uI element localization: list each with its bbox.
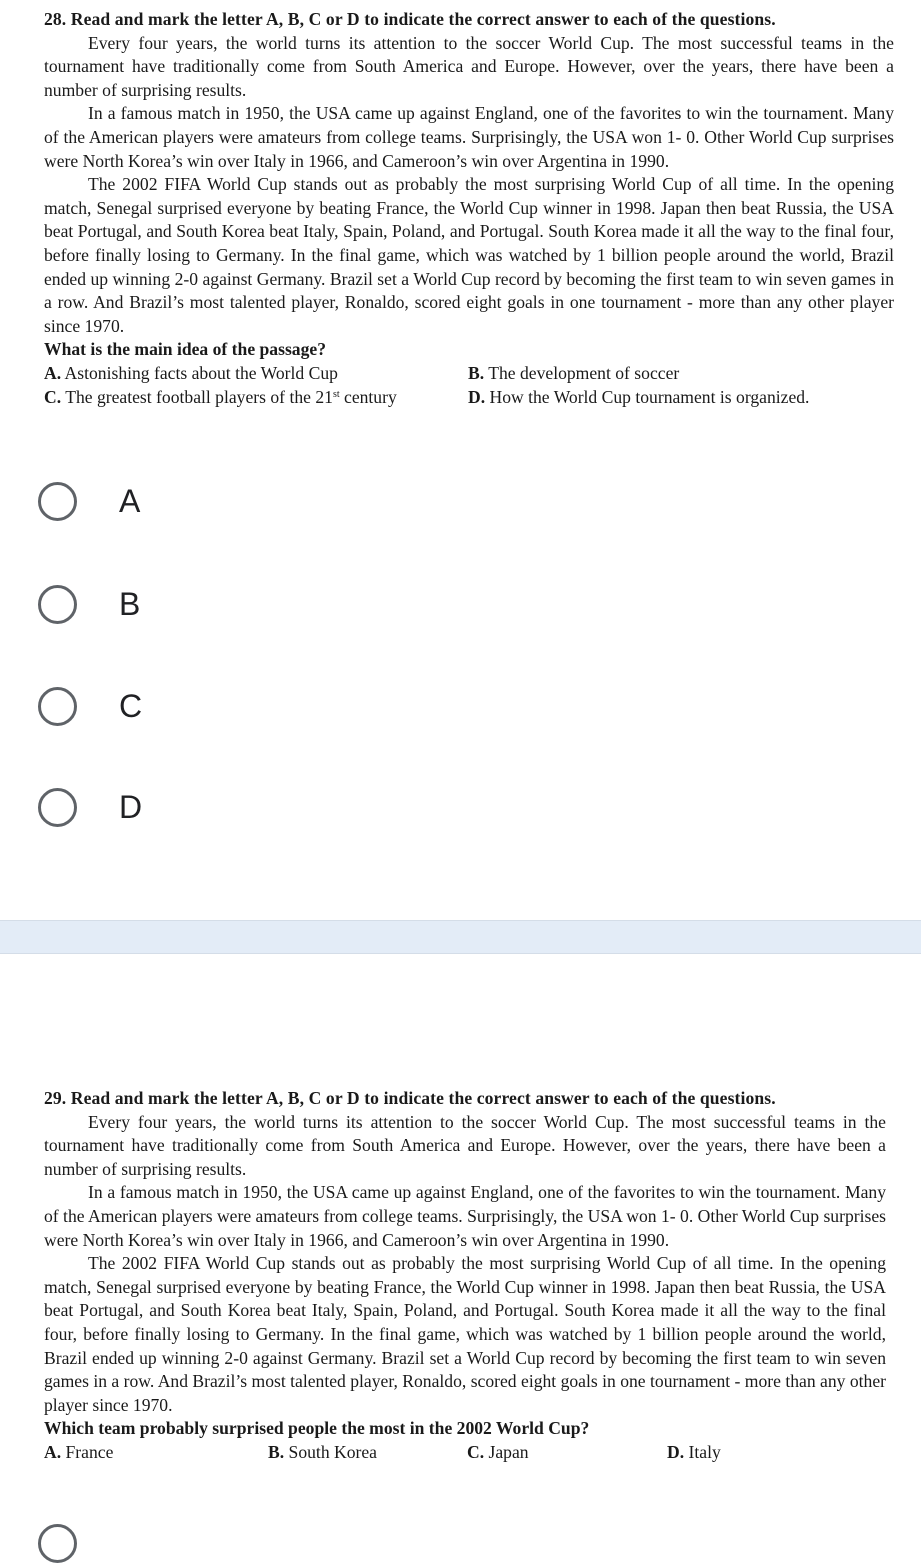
answer-choice-d[interactable] (38, 783, 338, 831)
answer-choice-label: C (119, 687, 143, 724)
radio-button-icon[interactable] (38, 687, 77, 726)
radio-button-icon[interactable] (38, 482, 77, 521)
question-28 (44, 8, 894, 409)
radio-button-icon[interactable] (38, 1524, 77, 1563)
question-28-option-b: B. The development of soccer (468, 362, 680, 383)
question-28-paragraph-2: In a famous match in 1950, the USA came up against England, one of the favorites to win the tournament. Many of the American players were amateurs from college teams. Surprisingly, the USA won 1- 0. Other World Cup surprises were North Korea’s win over Italy in 1966, and Cameroon’s win over Argentina in 1990. (44, 103, 894, 171)
question-29-option-b: B. South Korea (268, 1441, 377, 1462)
question-29-option-d: D. Italy (667, 1441, 721, 1462)
radio-button-icon[interactable] (38, 585, 77, 624)
question-29-paragraph-1: Every four years, the world turns its attention to the soccer World Cup. The most successful teams in the tournament have traditionally come from South America and Europe. However, over the years, there have been a number of surprising results. (44, 1111, 886, 1179)
question-29-paragraph-3: The 2002 FIFA World Cup stands out as probably the most surprising World Cup of all time. In the opening match, Senegal surprised everyone by beating France, the World Cup winner in 1998. Japan then beat Russia, the USA beat Portugal, and South Korea beat Italy, Spain, Poland, and Portugal. South Korea made it all the way to the final four, before finally losing to Germany. In the final game, which was watched by 1 billion people around the world, Brazil ended up winning 2-0 against Germany. Brazil set a World Cup record by becoming the first team to win seven games in a row. And Brazil’s most talented player, Ronaldo, scored eight goals in one tournament - more than any other player since 1970. (44, 1253, 886, 1415)
question-29-title: 29. Read and mark the letter A, B, C or D to indicate the correct answer to each of the questions. (44, 1088, 776, 1108)
answer-choice-label: A (119, 482, 141, 519)
question-29-paragraph-2: In a famous match in 1950, the USA came up against England, one of the favorites to win the tournament. Many of the American players were amateurs from college teams. Surprisingly, the USA won 1- 0. Other World Cup surprises were North Korea’s win over Italy in 1966, and Cameroon’s win over Argentina in 1990. (44, 1182, 886, 1250)
question-28-options-row-1 (44, 362, 894, 386)
answer-choice-a[interactable] (38, 477, 338, 525)
question-29 (44, 1087, 886, 1465)
question-separator (0, 920, 921, 954)
question-28-options-row-2 (44, 386, 894, 410)
question-28-prompt: What is the main idea of the passage? (44, 339, 326, 360)
answer-choice-label: B (119, 585, 141, 622)
radio-button-icon[interactable] (38, 788, 77, 827)
question-29-prompt: Which team probably surprised people the most in the 2002 World Cup? (44, 1418, 590, 1439)
question-28-option-c: C. The greatest football players of the 21st century (44, 386, 397, 407)
question-28-option-a: A. Astonishing facts about the World Cup (44, 362, 338, 383)
question-28-paragraph-3: The 2002 FIFA World Cup stands out as probably the most surprising World Cup of all time. In the opening match, Senegal surprised everyone by beating France, the World Cup winner in 1998. Japan then beat Russia, the USA beat Portugal, and South Korea beat Italy, Spain, Poland, and Portugal. South Korea made it all the way to the final four, before finally losing to Germany. In the final game, which was watched by 1 billion people around the world, Brazil ended up winning 2-0 against Germany. Brazil set a World Cup record by becoming the first team to win seven games in a row. And Brazil’s most talented player, Ronaldo, scored eight goals in one tournament - more than any other player since 1970. (44, 174, 894, 336)
question-28-title: 28. Read and mark the letter A, B, C or D to indicate the correct answer to each of the questions. (44, 9, 776, 29)
answer-choice-label: D (119, 788, 143, 825)
answer-choice-b[interactable] (38, 580, 338, 628)
answer-choice-c[interactable] (38, 682, 338, 730)
question-29-option-a: A. France (44, 1441, 114, 1462)
question-28-paragraph-1: Every four years, the world turns its attention to the soccer World Cup. The most successful teams in the tournament have traditionally come from South America and Europe. However, over the years, there have been a number of surprising results. (44, 32, 894, 100)
question-29-options-row (44, 1441, 886, 1465)
question-29-option-c: C. Japan (467, 1441, 529, 1462)
question-28-option-d: D. How the World Cup tournament is organized. (468, 386, 810, 407)
